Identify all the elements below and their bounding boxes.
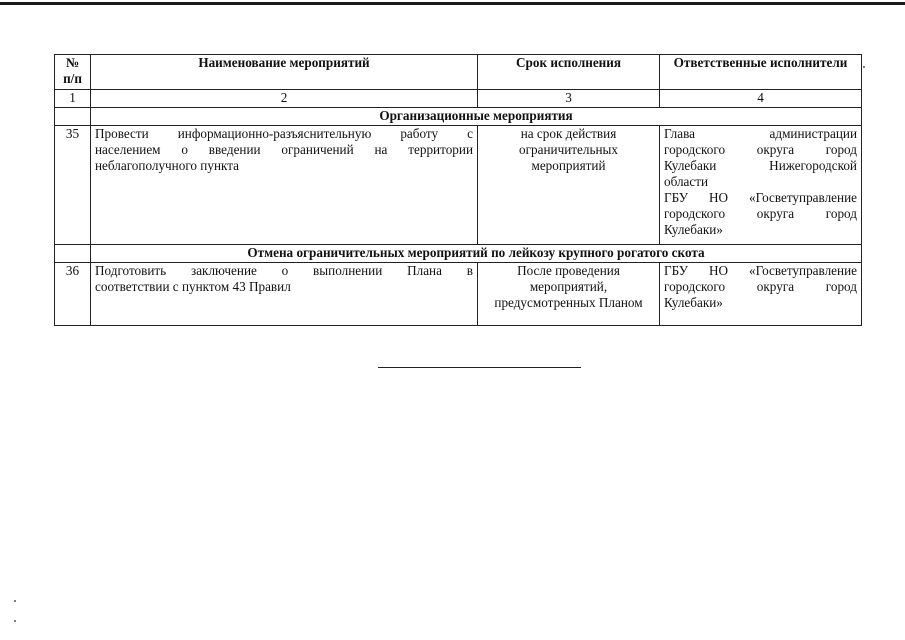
column-index-row	[55, 90, 862, 108]
header-num: № п/п	[55, 55, 91, 90]
table-row	[55, 126, 862, 245]
closing-divider-line	[378, 367, 581, 368]
row-responsible-line: Кулебаки»	[664, 222, 723, 237]
row-name-cell	[91, 263, 478, 326]
row-responsible-line: области	[664, 174, 709, 189]
header-term: Срок исполнения	[478, 55, 660, 90]
row-responsible-line: Кулебаки Нижегородской	[664, 158, 857, 173]
section-num-empty	[55, 108, 91, 126]
row-term-line: мероприятий	[531, 158, 606, 173]
header-name: Наименование мероприятий	[91, 55, 478, 90]
row-term-cell	[478, 263, 660, 326]
row-term-line: После проведения	[517, 263, 620, 278]
action-plan-table	[54, 54, 862, 326]
scan-speck	[14, 600, 16, 602]
row-term-line: предусмотренных Планом	[494, 295, 643, 310]
section-row-organizational	[55, 108, 862, 126]
table-row	[55, 263, 862, 326]
column-index: 1	[55, 90, 91, 108]
row-name-line: Провести информационно-разъяснительную работу с	[95, 126, 473, 141]
row-responsible-line: городского округа город	[664, 142, 857, 157]
row-number: 36	[55, 263, 91, 326]
row-term-line: мероприятий,	[529, 279, 608, 294]
section-num-empty	[55, 245, 91, 263]
row-responsible-line: ГБУ НО «Госветуправление	[664, 263, 857, 278]
row-name-cell	[91, 126, 478, 245]
scan-speck	[863, 66, 865, 68]
top-border-rule	[0, 2, 905, 5]
row-responsible-line: ГБУ НО «Госветуправление	[664, 190, 857, 205]
column-index: 2	[91, 90, 478, 108]
row-term-line: на срок действия	[520, 126, 617, 141]
column-index: 3	[478, 90, 660, 108]
row-responsible-cell	[660, 263, 862, 326]
row-name-line: неблагополучного пункта	[95, 158, 240, 173]
row-name-line: населением о введении ограничений на территории	[95, 142, 473, 157]
row-responsible-line: городского округа город	[664, 206, 857, 221]
row-responsible-line: Кулебаки»	[664, 295, 723, 310]
row-name-line: Подготовить заключение о выполнении Плана в	[95, 263, 473, 278]
row-term-line: ограничительных	[519, 142, 618, 157]
row-responsible-line: Глава администрации	[664, 126, 857, 141]
header-responsible: Ответственные исполнители	[660, 55, 862, 90]
section-title: Организационные мероприятия	[91, 108, 862, 126]
scan-speck	[14, 620, 16, 622]
row-responsible-line: городского округа город	[664, 279, 857, 294]
column-index: 4	[660, 90, 862, 108]
row-number: 35	[55, 126, 91, 245]
section-row-cancellation	[55, 245, 862, 263]
row-term-cell	[478, 126, 660, 245]
section-title: Отмена ограничительных мероприятий по лейкозу крупного рогатого скота	[91, 245, 862, 263]
row-name-line: соответствии с пунктом 43 Правил	[95, 279, 291, 294]
row-responsible-cell	[660, 126, 862, 245]
table-header-row	[55, 55, 862, 90]
